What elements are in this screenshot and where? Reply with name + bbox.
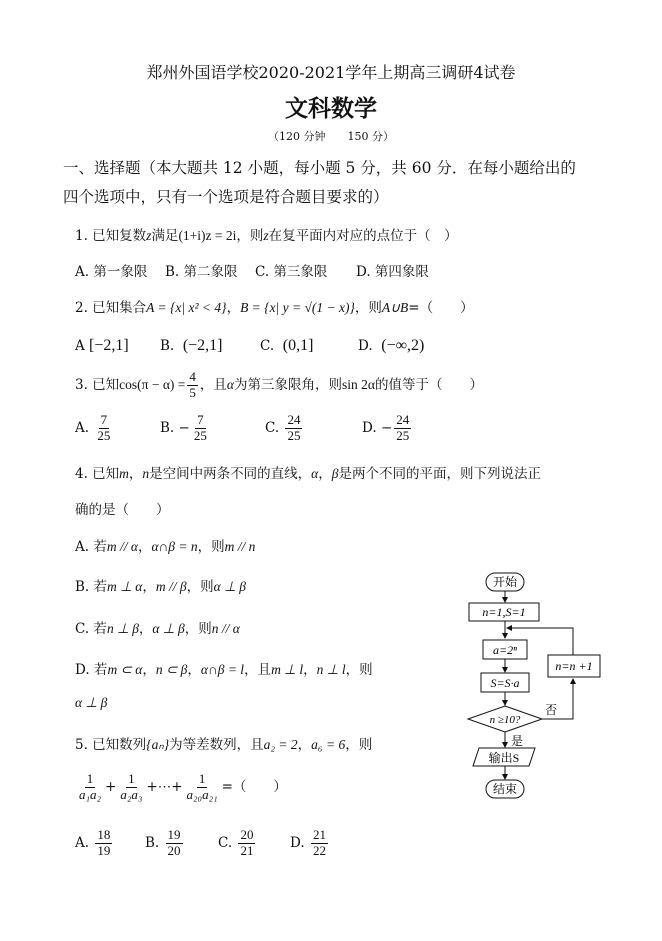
q3-alpha: α xyxy=(226,376,234,392)
q4-option-b xyxy=(75,575,246,595)
option-text: D. 若 xyxy=(75,662,108,678)
flowchart-assign-a-label: a=2ⁿ xyxy=(493,643,517,657)
option-value: (−2,1] xyxy=(182,337,223,354)
flowchart xyxy=(455,565,615,810)
q4-text: 是两个不同的平面，则下列说法正 xyxy=(338,466,541,482)
q2-union: A∪B xyxy=(381,300,409,315)
option-text: ， xyxy=(142,579,156,595)
option-letter: D. xyxy=(290,834,305,851)
option-sign: − xyxy=(178,419,190,436)
q2-text: ，则 xyxy=(354,300,382,316)
option-letter: B. xyxy=(160,419,175,436)
option-math: α∩β = n xyxy=(151,539,198,554)
option-text: ， xyxy=(303,662,317,678)
option-value: (−∞,2) xyxy=(381,337,425,354)
fraction-denominator: a₁a₂ xyxy=(79,786,102,802)
fraction-denominator: 25 xyxy=(287,427,301,443)
option-fraction xyxy=(95,413,112,444)
q1-text: 在复平面内对应的点位于（ ） xyxy=(268,228,458,244)
flowchart-increment-label: n=n +1 xyxy=(555,659,593,673)
question-4-stem-line1 xyxy=(75,462,541,482)
q5-term: a₂ = 2 xyxy=(263,737,298,752)
option-text: ，则 xyxy=(186,579,214,595)
q5-sequence: {aₙ} xyxy=(146,737,170,752)
option-text: ， xyxy=(137,539,152,555)
fraction-numerator: 18 xyxy=(97,827,111,842)
q3-cos: cos(π − α) = xyxy=(119,376,186,392)
option-letter: C. xyxy=(260,338,275,354)
q4-text: ， xyxy=(318,466,332,482)
option-text: ， xyxy=(142,662,156,678)
flowchart-decision-label: n ≥10? xyxy=(489,714,521,726)
q1-option-d: D. 第四象限 xyxy=(356,264,429,280)
flowchart-end-label: 结束 xyxy=(492,782,518,796)
section-heading-line1: 一、选择题（本大题共 12 小题，每小题 5 分，共 60 分．在每小题给出的 xyxy=(63,159,576,177)
q2-text: =（ ） xyxy=(408,300,474,316)
q3-text: 的值等于（ ） xyxy=(374,376,483,393)
q5-term: a₆ = 6 xyxy=(311,737,346,752)
q5-text: 5. 已知数列 xyxy=(75,737,147,753)
option-fraction xyxy=(166,828,183,859)
option-value: [−2,1] xyxy=(89,337,129,354)
time-score-note: （120 分钟 150 分） xyxy=(268,130,394,143)
q2-set-a: A = {x| x² < 4} xyxy=(146,300,227,315)
q5-option-b xyxy=(145,828,185,859)
option-math: α ⊥ β xyxy=(152,621,185,636)
flowchart-init-label: n=1,S=1 xyxy=(482,605,526,619)
option-text: ，则 xyxy=(184,621,212,637)
q3-option-b xyxy=(160,413,211,444)
fraction-numerator: 1 xyxy=(86,771,94,786)
q4-text: 是空间中两条不同的直线， xyxy=(149,466,312,482)
option-math: n ⊥ β xyxy=(106,621,139,636)
q2-option-c xyxy=(260,337,313,355)
option-math: n ⊥ l xyxy=(316,662,346,677)
option-math: m ⊂ α xyxy=(107,662,143,677)
option-text: C. 若 xyxy=(75,621,107,637)
q4-var: m xyxy=(119,466,129,481)
fraction-numerator: 24 xyxy=(396,412,410,427)
q4-text: ， xyxy=(128,466,143,482)
option-text: ， xyxy=(138,621,153,637)
option-letter: D. xyxy=(362,419,377,436)
option-sign: − xyxy=(380,419,393,436)
q2-set-b: B = {x| y = √(1 − x)} xyxy=(240,300,355,315)
q3-text: ，且 xyxy=(199,376,227,393)
fraction-numerator: 7 xyxy=(197,412,204,427)
option-fraction xyxy=(192,413,209,444)
q2-option-b xyxy=(160,337,223,355)
q5-text: ，则 xyxy=(345,737,373,753)
option-fraction xyxy=(285,413,302,444)
option-text: ， xyxy=(187,662,201,678)
flowchart-output-label: 输出S xyxy=(488,751,520,765)
option-math: α∩β = l xyxy=(200,662,245,677)
sum-fraction xyxy=(77,772,103,803)
option-value: (0,1] xyxy=(282,337,314,354)
plus-sign: + xyxy=(105,778,117,795)
q2-text: ， xyxy=(226,300,241,316)
fraction-denominator: 20 xyxy=(167,842,181,858)
q5-text: ， xyxy=(297,737,312,753)
ellipsis-sign: +⋯+ xyxy=(146,778,183,795)
flowchart-no-label: 否 xyxy=(545,703,558,717)
option-fraction xyxy=(95,828,112,859)
q3-option-d xyxy=(362,413,413,444)
option-math: n ⊂ β xyxy=(155,662,188,677)
q1-text: 1. 已知复数 xyxy=(75,228,147,244)
q1-var: z xyxy=(146,228,152,243)
q5-option-d xyxy=(290,828,330,859)
option-text: ，且 xyxy=(244,662,272,678)
fraction-denominator: 25 xyxy=(396,427,410,443)
option-letter: C. xyxy=(265,419,280,436)
fraction-numerator: 1 xyxy=(198,771,206,786)
option-math: m ⊥ l xyxy=(271,662,304,677)
fraction-numerator: 24 xyxy=(287,412,301,427)
q3-fraction xyxy=(187,370,198,401)
q4-option-d xyxy=(75,658,373,678)
q4-option-a xyxy=(75,535,255,555)
option-math: m ⊥ α xyxy=(107,579,143,594)
fraction-denominator: 21 xyxy=(240,842,254,858)
q1-text: 满足 xyxy=(151,228,179,244)
q1-var: z xyxy=(263,228,269,243)
fraction-denominator: 19 xyxy=(97,842,111,858)
flowchart-start-label: 开始 xyxy=(492,575,518,589)
option-math: m // β xyxy=(155,579,187,594)
option-letter: A. xyxy=(75,834,90,851)
q3-text: 为第三象限角，则 xyxy=(234,376,342,393)
option-math: m // n xyxy=(224,539,256,554)
option-fraction xyxy=(238,828,255,859)
q4-option-d-line2: α ⊥ β xyxy=(75,695,108,710)
q5-option-c xyxy=(218,828,257,859)
option-letter: C. xyxy=(218,834,233,851)
option-letter: B. xyxy=(160,338,175,354)
q1-option-b: B. 第二象限 xyxy=(165,264,238,280)
subject-title: 文科数学 xyxy=(285,96,377,122)
flowchart-assign-s-label: S=S·a xyxy=(490,676,520,690)
fraction-numerator: 19 xyxy=(167,827,181,842)
q4-var: n xyxy=(142,466,150,481)
fraction-denominator: a₂a₃ xyxy=(120,786,143,802)
option-letter: A. xyxy=(75,419,90,436)
q5-option-a xyxy=(75,828,114,859)
flowchart-yes-label: 是 xyxy=(511,734,524,748)
question-5-stem xyxy=(75,733,372,753)
option-fraction xyxy=(394,413,411,444)
option-letter: B. xyxy=(145,834,160,851)
option-text: ，则 xyxy=(197,539,225,555)
q1-text: ，则 xyxy=(236,228,264,244)
q4-text: 4. 已知 xyxy=(75,466,120,482)
fraction-denominator: 25 xyxy=(97,427,111,443)
option-math: α ⊥ β xyxy=(213,579,246,594)
question-2-stem xyxy=(75,296,474,316)
q1-option-a: A. 第一象限 xyxy=(75,264,148,280)
option-math: m // α xyxy=(106,539,138,554)
option-text: B. 若 xyxy=(75,579,108,595)
q3-option-a xyxy=(75,413,114,444)
q2-option-a xyxy=(75,337,129,355)
q4-var: β xyxy=(331,466,339,481)
fraction-numerator: 4 xyxy=(189,369,196,384)
q1-equation: (1+i)z = 2i xyxy=(178,228,237,243)
q3-option-c xyxy=(265,413,304,444)
fraction-denominator: 25 xyxy=(193,427,207,443)
q5-text: =（ ） xyxy=(221,778,287,795)
q2-option-d xyxy=(358,337,424,355)
option-fraction xyxy=(311,828,328,859)
fraction-denominator: 22 xyxy=(312,842,326,858)
q4-option-c xyxy=(75,617,240,637)
q3-text: 3. 已知 xyxy=(75,376,120,393)
fraction-numerator: 1 xyxy=(128,771,135,786)
q5-text: 为等差数列，且 xyxy=(169,737,264,753)
option-text: ，则 xyxy=(345,662,373,678)
fraction-numerator: 20 xyxy=(240,827,254,842)
sum-fraction xyxy=(185,772,220,803)
option-math: n // α xyxy=(211,621,240,636)
q3-sin: sin 2α xyxy=(342,376,375,392)
fraction-denominator: 5 xyxy=(189,384,196,400)
question-3-stem xyxy=(75,370,483,401)
option-text: A. 若 xyxy=(75,539,107,555)
q5-sum-expression xyxy=(75,772,287,803)
sum-fraction xyxy=(118,772,144,803)
q2-text: 2. 已知集合 xyxy=(75,300,147,316)
fraction-numerator: 7 xyxy=(100,412,108,427)
question-1-stem xyxy=(75,224,458,244)
section-heading-line2: 四个选项中，只有一个选项是符合题目要求的） xyxy=(63,188,389,206)
option-letter: A xyxy=(75,338,85,354)
fraction-denominator: a₂₀a₂₁ xyxy=(186,786,218,802)
exam-title: 郑州外国语学校2020-2021学年上期高三调研4试卷 xyxy=(146,63,516,82)
question-4-stem-line2: 确的是（ ） xyxy=(75,502,170,518)
option-letter: D. xyxy=(358,338,373,354)
q1-option-c: C. 第三象限 xyxy=(255,264,328,280)
fraction-numerator: 21 xyxy=(312,827,326,842)
q4-var: α xyxy=(311,466,319,481)
